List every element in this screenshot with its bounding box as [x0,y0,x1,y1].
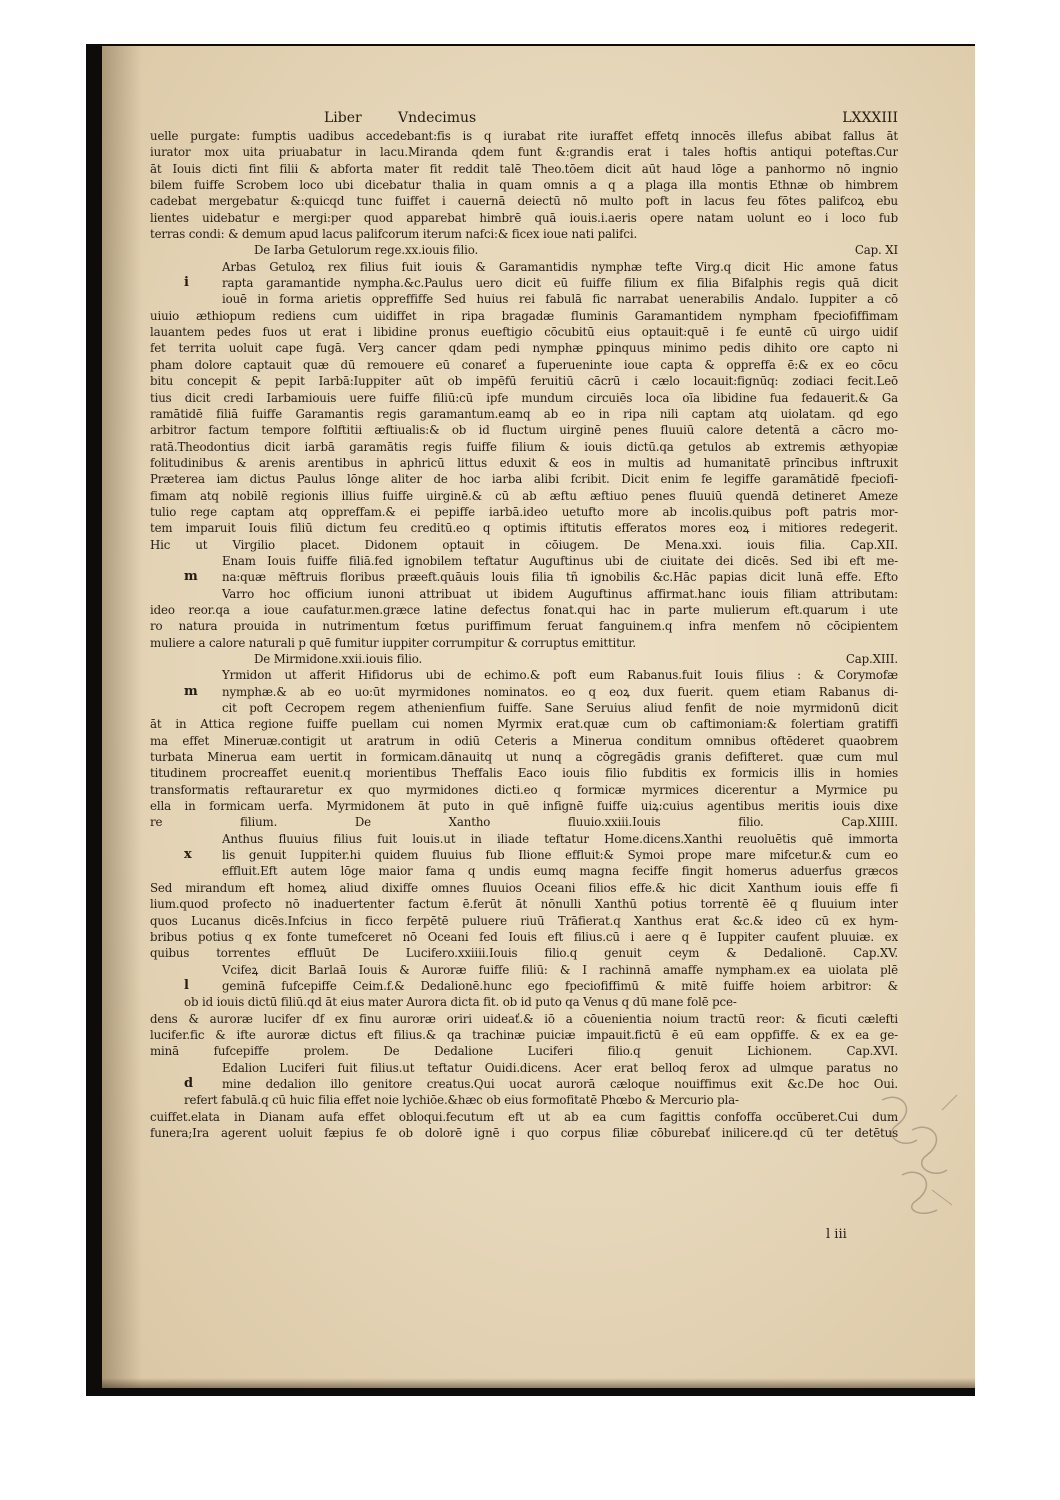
line-text: tem imparuit Iouis filiū dictum feu creditū.eo q optimis iftitutis efferatos mores eoꝝ i mitiores redegerit. [150,521,898,536]
line-text: Præterea iam dictus Paulus lōnge aliter de hoc iarba alibi fcribit. Dicit enim fe legiffe garamātidē fpeciofi- [150,472,898,487]
gutter-shadow [102,46,142,1388]
text-line [150,569,898,585]
line-text: bilem fuiffe Scrobem loco ubi dicebatur thalia in quam omnis a q a plaga illa montis Ethnæ ob himbrem [150,178,898,193]
text-block [150,108,898,1141]
line-text: lium.quod profecto nō inaduertenter factum ē.ferūt āt nōnulli Xanthū potius torrentē ēē q fluuium inter [150,897,898,912]
text-line [150,847,898,863]
section-heading [150,242,898,258]
text-line [150,684,898,700]
text-line [150,880,898,896]
line-text: nymphæ.& ab eo uo:ūt myrmidones nominatos. eo q eoꝝ dux fuerit. quem etiam Rabanus di- [222,684,898,699]
line-text: Hic ut Virgilio placet. Didonem optauit in cōiugem. De Mena.xxi. iouis filia. Cap.XII. [150,537,898,552]
text-line [150,520,898,536]
line-text: tius dicit credi Iarbamiouis uere fuiffe filiū:cū ipfe mundum circuiēs loca oīa libidine fua fedauerit.& Ga [150,390,898,405]
text-line [150,390,898,406]
guide-letter: x [184,847,192,863]
line-text: cuiffet.elata in Dianam aufa effet obloqui.fecutum eft ut ab ea cum fagittis confoffa occūberet.Cui dum [150,1109,898,1124]
line-text: ramātidē filiā fuiffe Garamantis regis garamantum.eamq ab eo in ripa nili captam atq uiolatam. qd ego [150,406,898,421]
line-text: cadebat mergebatur &:quicqd tunc fuiffet i cauernā deiectū nō multo poft in lacus feu fōtes palifcoꝝ ebu [150,194,898,209]
text-line [150,602,898,618]
line-text: ella in formicam uerfa. Myrmidonem āt puto in quē infignē fuiffe uiꝝ:cuius agentibus meritis iouis dixe [150,799,898,814]
scanned-page-frame [86,44,975,1396]
text-line [150,210,898,226]
line-text: bitu concepit & pepit Iarbā:Iuppiter aūt ob impēfū feruitiū cācrū i cælo locauit:fignūq: zodiaci fecit.Leō [150,374,898,389]
line-text: re filium. De Xantho fluuio.xxiii.Iouis filio. Cap.XIIII. [150,815,898,830]
section-title: De Mirmidone.xxii.iouis filio. [254,652,423,666]
line-text: mine dedalion illo genitore creatus.Qui uocat aurorā cæloque nouiffimus exit &c.De hoc Oui. [222,1076,898,1091]
guide-letter: m [184,683,198,699]
library-stamp-icon [872,1090,962,1220]
line-text: quibus torrentes effluūt De Lucifero.xxiiii.Iouis filio.q genuit ceym & Dedalionē. Cap.XV. [150,946,898,961]
line-text: na:quæ mēftruis floribus præeft.quāuis louis filia tñ ignobilis &c.Hāc papias dicit lunā effe. Efto [222,570,898,585]
text-line [150,733,898,749]
text-line [150,962,898,978]
text-line [150,161,898,177]
line-text: lauantem pedes fuos ut erat i libidine pronus eueftigio cōcubitū eius optauit:quē i fe euntē cū uirgo uidiſ [150,325,898,340]
book-leaf [102,46,975,1388]
text-lines [150,128,898,1141]
line-text: Arbas Getuloꝝ rex filius fuit iouis & Garamantidis nymphæ tefte Virg.q dicit Hic amone fatus [222,259,898,274]
line-text: uelle purgate: fumptis uadibus accedebant:fis is q iurabat rite iuraffet effetq innocēs illefus abibat fallus āt [150,129,898,143]
text-line [150,144,898,160]
text-line [150,128,898,144]
signature-mark: l iii [826,1227,847,1242]
folio-number: LXXXIII [842,110,898,126]
text-line [150,1076,898,1092]
text-line [150,439,898,455]
text-line [150,896,898,912]
line-text: bribus potius q ex fonte tumefceret nō Oceani fed Iouis eft filius.cū i aere q ē Iuppiter caufent pluuiæ. ex [150,929,898,944]
text-line [150,978,898,994]
text-line [150,814,898,830]
line-text: terras condi: & demum apud lacus palifcorum iterum nafci:& ficex ioue nati palifci. [150,227,638,242]
line-text: dens & auroræ lucifer df ex finu auroræ oriri uideať.& iō a cōuenientia noium tractū reor: & ficuti cælefti [150,1011,898,1026]
text-line [150,1043,898,1059]
text-line [150,422,898,438]
guide-letter: i [184,275,189,291]
line-text: ma effet Mineruæ.contigit ut aratrum in odiū Ceteris a Minerua conditum omnibus oftēderet quaobrem [150,733,898,748]
line-text: turbata Minerua eam uertit in formicam.dānauitq ut nunq a cōgregādis granis defifteret. quæ cum mul [150,750,898,765]
text-line [150,863,898,879]
line-text: fimam atq nobilē regionis illius fuiffe uirginē.& cū ab æftu æftiuo penes fluuiū quendā detineret Ameze [150,488,898,503]
text-line [150,618,898,634]
text-line [150,308,898,324]
line-text: folitudinibus & arenis arentibus in aphricū littus eduxit & eos in multis ad humanitatē prīncibus inftruxit [150,455,898,470]
text-line [150,275,898,291]
text-line [150,798,898,814]
line-text: Vcifeꝝ dicit Barlaā Iouis & Auroræ fuiffe filiū: & I rachinnā amaffe nympham.ex ea uiolata plē [222,962,898,977]
text-line [150,716,898,732]
text-line [150,749,898,765]
text-line [150,406,898,422]
text-line [150,1109,898,1125]
line-text: quos Lucanus dicēs.Infcius in ficco ferpētē puluere riuū Trāfierat.q Xanthus erat &c.& ideo cū ex hym- [150,913,898,928]
text-line [150,259,898,275]
text-line [150,537,898,553]
text-line [150,635,898,651]
line-text: āt in Attica regione fuiffe puellam cui nomen Myrmix erat.quæ cum ob caftimoniam:& folertiam gratiffi [150,717,898,732]
text-line [150,504,898,520]
text-line [150,945,898,961]
text-line [150,177,898,193]
line-text: muliere a calore naturali p quē fumitur iuppiter corrumpitur & corruptus emittitur. [150,635,637,650]
line-text: pham dolore captauit quæ dū remouere eū conareť a fuperueninte ioue capta & oppreffa ē:& ex eo cōcu [150,357,898,372]
text-line [150,455,898,471]
line-text: lucifer.fic & ifte auroræ dictus eft filius.& qa trachinæ puiciæ impauit.fictū ē eū eam oppfiffe. & ex ea ge- [150,1027,898,1042]
text-line [150,929,898,945]
line-text: iurator mox uita priuabatur in lacu.Miranda qdem funt &:grandis erat i tales hoftis antiqui poteftas.Cur [150,145,898,160]
text-line [150,471,898,487]
text-line [150,1011,898,1027]
text-line [150,586,898,602]
line-text: Enam Iouis fuiffe filiā.fed ignobilem teftatur Auguftinus ubi de ciuitate dei dicēs. Sed ibi eft me- [222,553,898,568]
text-line [150,831,898,847]
text-line [150,1060,898,1076]
line-text: Edalion Luciferi fuit filius.ut teftatur Ouidi.dicens. Acer erat belloq ferox ad ulmque paratus no [222,1060,898,1075]
line-text: Sed mirandum eft homeꝝ aliud dixiffe omnes fluuios Oceani filios effe.& hic dicit Xanthum iouis effe fi [150,880,898,895]
line-text: lientes uidebatur e mergi:per quod apparebat himbrē quā iouis.i.aeris opere natam uolunt eo i loco fub [150,210,898,225]
text-line [150,226,898,242]
text-line [150,700,898,716]
guide-letter: m [184,569,198,585]
header-liber: Liber [324,110,362,126]
line-text: Anthus fluuius filius fuit louis.ut in iliade teftatur Home.dicens.Xanthi reuoluētis quē immorta [222,831,898,846]
line-text: lis genuit Iuppiter.hi quidem fluuius fub Ilione effluit:& Symoi prope mare mifcetur.& cum eo [222,848,898,863]
text-line [150,1092,898,1108]
line-text: fet territa uoluit cape fugā. Verꝫ cancer qdam pedi nymphæ ꝑpinquus minimo pedis dihito ore capto ni [150,341,898,356]
text-line [150,193,898,209]
line-text: uiuio æthiopum rediens cum uidiffet in ripa bragadæ fluminis Garamantidem nympham fpeciofiffimam [150,308,898,323]
section-title: De Iarba Getulorum rege.xx.iouis filio. [254,243,479,258]
line-text: minā fufcepiffe prolem. De Dedalione Luciferi filio.q genuit Lichionem. Cap.XVI. [150,1044,898,1059]
line-text: rapta garamantide nympha.&c.Paulus uero dicit eū fuiffe filium ex filia Bifalphis regis quā dicit [222,276,898,291]
guide-letter: d [184,1075,193,1091]
line-text: refert fabulā.q cū huic filia effet noie lychiōe.&hæc ob eius formofitatē Phœbo & Mercurio pla- [184,1093,739,1108]
line-text: geminā fufcepiffe Ceim.f.& Dedalionē.hunc ego fpeciofiffimū & mitē fuiffe hoiem arbitror: & [222,978,898,993]
header-book-number: Vndecimus [398,110,477,126]
line-text: cit poft Cecropem regem athenienfium fuiffe. Sane Seruius aliud fenfit de noie myrmidonū dicit [222,701,898,716]
text-line [150,667,898,683]
text-line [150,765,898,781]
line-text: ratā.Theodontius dicit iarbā garamātis regis fuiffe filium & iouis dictū.qa getulos ab extremis æthyopiæ [150,439,898,454]
text-line [150,782,898,798]
text-line [150,488,898,504]
text-line [150,340,898,356]
line-text: funera;Ira agerent uoluit fæpius fe ob dolorē ignē i quo corpus filiæ cōburebať inilicere.qd cū ter detētus [150,1125,898,1140]
line-text: effluit.Eft autem lōge maior fama q undis eumq magna feciffe fingit homerus aduerfus græcos [222,864,898,879]
section-heading [150,651,898,667]
leaf-bottom-edge [102,1378,975,1388]
text-line [150,1027,898,1043]
guide-letter: l [184,977,189,993]
running-header [150,108,898,128]
line-text: āt Iouis dicti fint filii & abforta mater fit reddit talē Theo.tōem dicit aūt haud lōge a panhormo nō ingnio [150,161,898,176]
text-line [150,553,898,569]
text-line [150,1125,898,1141]
text-line [150,994,898,1010]
chapter-number: Cap. XI [854,243,898,258]
line-text: ideo reor.qa a ioue caufatur.men.græce latine defectus fonat.qui hac in parte mulierum eft.quarum i ute [150,602,898,617]
chapter-number: Cap.XIII. [845,652,898,666]
line-text: ob id iouis dictū filiū.qd āt eius mater Aurora dicta fit. ob id puto qa Venus q dū mane folē pce- [184,995,737,1010]
line-text: arbitror factum tempore folftitii æftiualis:& ob id fluctum uirginē penes fluuiū calore detentā a cācro mo- [150,423,898,438]
text-line [150,291,898,307]
line-text: transformatis reftauraretur ex quo myrmidones dicti.eo q formicæ myrmices dicerentur a Myrmice pu [150,782,898,797]
line-text: Yrmidon ut afferit Hifidorus ubi de echimo.& poft eum Rabanus.fuit Iouis filius : & Corymofæ [222,668,898,683]
line-text: ro natura prouida in nutrimentum fœtus puriffimum feruat fanguinem.q infra menfem nō cōcipientem [150,619,898,634]
text-line [150,373,898,389]
text-line [150,324,898,340]
line-text: tulio rege captam atq oppreffam.& ei pepiffe iarbā.ideo uetufto more ab incolis.quibus poft patris mor- [150,504,898,519]
text-line [150,357,898,373]
line-text: Varro hoc officium iunoni attribuat ut ibidem Auguftinus affirmat.hanc iouis filiam attributam: [222,586,898,601]
text-line [150,913,898,929]
line-text: iouē in forma arietis oppreffiffe Sed huius rei fabulā fic narrabat uenerabilis Andalo. Iuppiter a cō [222,292,898,307]
line-text: titudinem procreaffet euenit.q morientibus Theffalis Eaco iouis filio fubditis ex formicis illis in homies [150,766,898,781]
